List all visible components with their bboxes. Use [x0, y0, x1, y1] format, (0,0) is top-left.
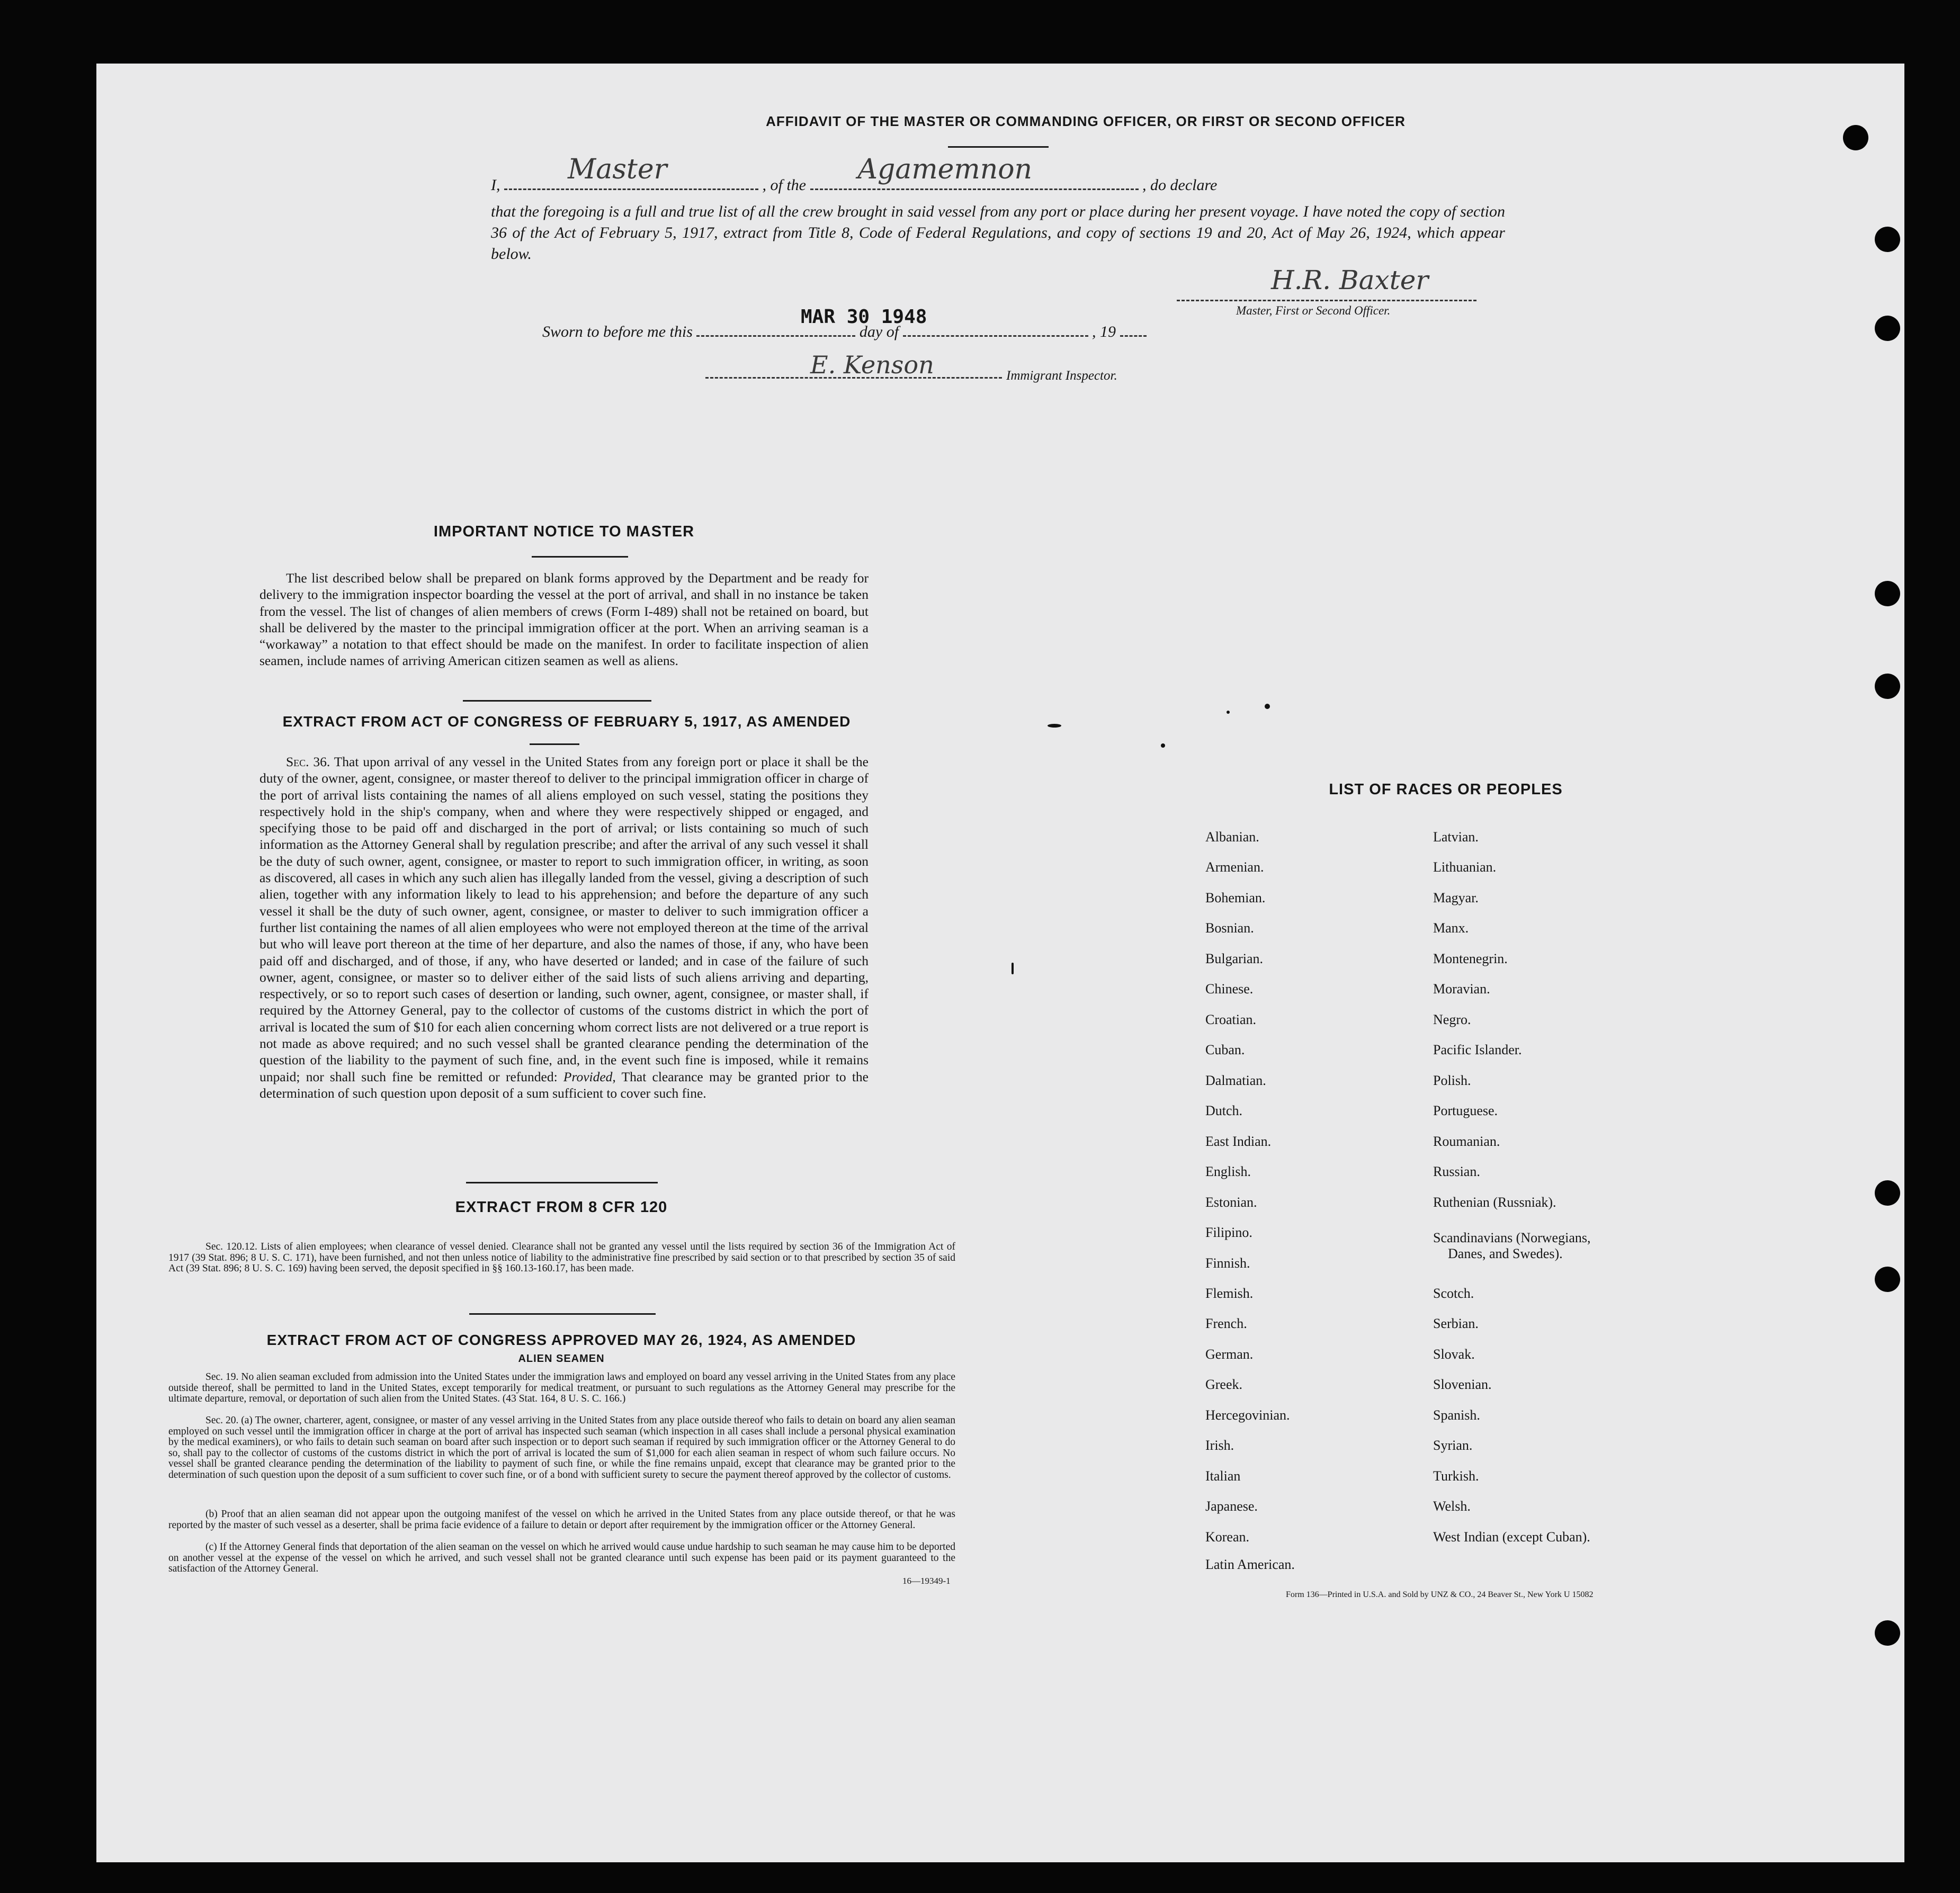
race-right-item: Syrian.: [1433, 1438, 1473, 1453]
race-left-item: Bosnian.: [1205, 920, 1254, 936]
race-right-item: Ruthenian (Russniak).: [1433, 1195, 1556, 1210]
race-left-item: Irish.: [1205, 1438, 1234, 1453]
section-19-body: Sec. 19. No alien seaman excluded from admission into the United States under the immigration laws and employed on board any vessel arriving in the United States from any place outside thereof, shall be permitted to land in the United States, except temporarily for medical treatment, or pursuant to such regulations as the Attorney General may prescribe for the ultimate departure, removal, or deportation of such alien from the United States. (43 Stat. 164, 8 U. S. C. 166.): [168, 1371, 955, 1404]
affidavit-title: AFFIDAVIT OF THE MASTER OR COMMANDING OFFICER, OR FIRST OR SECOND OFFICER: [766, 113, 1406, 129]
race-right-item: Moravian.: [1433, 981, 1490, 997]
race-left-item: Chinese.: [1205, 981, 1254, 997]
divider: [466, 1182, 658, 1183]
race-right-item: Manx.: [1433, 920, 1469, 936]
extract-1924-title: EXTRACT FROM ACT OF CONGRESS APPROVED MAY 26, 1924, AS AMENDED: [266, 1332, 856, 1348]
race-left-item: Latin American.: [1205, 1557, 1295, 1572]
day-of-text: day of: [859, 323, 899, 340]
race-right-item: Polish.: [1433, 1073, 1471, 1088]
notice-title: IMPORTANT NOTICE TO MASTER: [433, 523, 695, 540]
ink-speck: [1161, 743, 1165, 748]
punch-hole: [1875, 1267, 1900, 1292]
race-left-item: Korean.: [1205, 1529, 1250, 1545]
extract-1924-subtitle: ALIEN SEAMEN: [518, 1353, 605, 1365]
provided-text: Provided,: [563, 1069, 616, 1084]
race-right-item: West Indian (except Cuban).: [1433, 1529, 1590, 1545]
master-signature: H.R. Baxter: [1271, 265, 1429, 295]
race-left-item: Cuban.: [1205, 1042, 1245, 1057]
race-left-item: Croatian.: [1205, 1012, 1257, 1027]
sworn-day-blank: [696, 335, 855, 337]
race-right-item: Portuguese.: [1433, 1103, 1498, 1118]
race-left-item: Dalmatian.: [1205, 1073, 1266, 1088]
race-left-item: Bulgarian.: [1205, 951, 1264, 966]
vessel-handwriting: Agamemnon: [857, 154, 1033, 185]
cfr-body: Sec. 120.12. Lists of alien employees; when clearance of vessel denied. Clearance shall not be granted any vessel until the lists required by section 36 of the Immigration Act of 1917 (39 Stat. 896; 8 U. S. C. 171), have been furnished, and not then unless notice of liability to the administrative fine prescribed by said section or to that prescribed by section 35 of said Act (39 Stat. 896; 8 U. S. C. 169) having been served, the deposit specified in §§ 160.13-160.17, has been made.: [168, 1241, 955, 1274]
section-36-body: [259, 753, 869, 1101]
divider: [530, 743, 579, 745]
sworn-line: [542, 323, 1147, 341]
sworn-year-blank: [1120, 335, 1147, 337]
race-right-item: Slovenian.: [1433, 1377, 1492, 1392]
races-title: LIST OF RACES OR PEOPLES: [1329, 781, 1563, 798]
race-left-item: Flemish.: [1205, 1286, 1254, 1301]
race-right-item: Turkish.: [1433, 1468, 1479, 1484]
year-text: , 19: [1092, 323, 1116, 340]
race-left-item: French.: [1205, 1316, 1247, 1331]
race-right-item: Latvian.: [1433, 829, 1479, 845]
race-left-item: Armenian.: [1205, 859, 1264, 875]
punch-hole: [1875, 1620, 1900, 1646]
vessel-blank: [810, 154, 1139, 190]
punch-hole: [1875, 674, 1900, 699]
ink-speck: [1012, 963, 1014, 974]
extract-1917-title: EXTRACT FROM ACT OF CONGRESS OF FEBRUARY 5, 1917, AS AMENDED: [282, 713, 851, 730]
race-right-item: Spanish.: [1433, 1407, 1480, 1423]
ink-speck: [1227, 711, 1230, 714]
pronoun-i: I,: [491, 176, 500, 194]
date-stamp: MAR 30 1948: [801, 306, 927, 328]
race-left-item: Finnish.: [1205, 1255, 1250, 1271]
declaration-body: that the foregoing is a full and true list of all the crew brought in said vessel from any port or place during her present voyage. I have noted the copy of section 36 of the Act of February 5, 1917, extract from Title 8, Code of Federal Regulations, and copy of sections 19 and 20, Act of May 26, 1924, which appear below.: [491, 203, 1505, 263]
divider: [469, 1313, 656, 1315]
inspector-label: Immigrant Inspector.: [1006, 369, 1117, 383]
name-blank: [504, 154, 758, 190]
race-right-item: Welsh.: [1433, 1499, 1471, 1514]
race-left-item: Estonian.: [1205, 1195, 1257, 1210]
race-left-item: Greek.: [1205, 1377, 1243, 1392]
divider: [948, 146, 1049, 148]
section-20c-body: (c) If the Attorney General finds that deportation of the alien seaman on the vessel on which he arrived would cause undue hardship to such seaman he may cause him to be deported on another vessel at the expense of the vessel on which he arrived, and such vessel shall not be granted clearance until such expense has been paid or its payment guaranteed to the satisfaction of the Attorney General.: [168, 1541, 955, 1574]
form-code: 16—19349-1: [902, 1576, 951, 1586]
race-left-item: Bohemian.: [1205, 890, 1266, 905]
race-left-item: Italian: [1205, 1468, 1241, 1484]
race-right-item: Pacific Islander.: [1433, 1042, 1522, 1057]
punch-hole: [1875, 227, 1900, 252]
section-36-text: That upon arrival of any vessel in the United States from any foreign port or place it shall be the duty of the owner, agent, consignee, or master thereof to deliver to the principal immigration officer in charge of the port of arrival lists containing the names of all aliens employed on such vessel, stating the positions they respectively hold in the ship's company, when and where they were respectively shipped or engaged, and specifying those to be paid off and discharged in the port of arrival; or lists containing so much of such information as the Attorney General shall by regulation prescribe; and after the arrival of any such vessel it shall be the duty of such owner, agent, consignee, or master to report to such immigration officer, in writing, as soon as discovered, all cases in which any such alien has illegally landed from the vessel, giving a description of such alien, together with any information likely to lead to his apprehension; and before the departure of any such vessel it shall be the duty of such owner, agent, consignee, or master to deliver to such immigration officer a further list containing the names of all alien employees who were not employed thereon at the time of the arrival but who will leave port thereon at the time of her departure, and also the names of those, if any, who have been paid off and discharged, and of those, if any, who have deserted or landed; and in case of the failure of such owner, agent, consignee, or master so to deliver either of the said lists of such aliens arriving and departing, respectively, or so to report such cases of desertion or landing, such owner, agent, consignee, or master shall, if required by the Attorney General, pay to the collector of customs of the customs district in which the port of arrival is located the sum of $10 for each alien concerning whom correct lists are not delivered or a true report is not made as above required; and no such vessel shall be granted clearance pending the determination of the question of the liability to the payment of such fine, and, in the event such fine is imposed, while it remains unpaid; nor shall such fine be remitted or refunded:: [259, 754, 869, 1084]
punch-hole: [1843, 125, 1868, 150]
section-36-label: Sec. 36.: [286, 754, 330, 769]
race-right-item: Russian.: [1433, 1164, 1480, 1179]
form-imprint: Form 136—Printed in U.S.A. and Sold by UNZ & CO., 24 Beaver St., New York U 15082: [1286, 1590, 1594, 1599]
race-right-item: Negro.: [1433, 1012, 1471, 1027]
race-left-item: Filipino.: [1205, 1225, 1252, 1240]
section-20a-body: Sec. 20. (a) The owner, charterer, agent, consignee, or master of any vessel arriving in the United States from any place outside thereof who fails to detain on board any alien seaman employed on such vessel until the immigration officer in charge at the port of arrival has inspected such seaman (which inspection in all cases shall include a personal physical examination by the medical examiners), or who fails to detain such seaman on board after such inspection or to deport such seaman if required by such immigration officer or the Attorney General to do so, shall pay to the collector of customs of the customs district in which the port of arrival is located the sum of $1,000 for each alien seaman in respect of whom such failure occurs. No vessel shall be granted clearance pending the determination of the liability to payment of such fine, or while the fine remains unpaid, except that clearance may be granted prior to the determination of such question upon the deposit of a sum sufficient to cover such fine, or of a bond with sufficient surety to secure the payment thereof approved by the collector of customs.: [168, 1415, 955, 1481]
ink-speck: [1048, 724, 1061, 728]
ink-speck: [1265, 704, 1270, 709]
section-36-text-end: That clearance may be granted prior to the determination of such question upon deposit of a sum sufficient to cover such fine.: [259, 1069, 869, 1101]
race-right-item: Scotch.: [1433, 1286, 1474, 1301]
race-right-item: Roumanian.: [1433, 1134, 1500, 1149]
race-right-item: Danes, and Swedes).: [1448, 1246, 1563, 1261]
race-left-item: Dutch.: [1205, 1103, 1243, 1118]
race-left-item: Hercegovinian.: [1205, 1407, 1290, 1423]
race-right-item: Lithuanian.: [1433, 859, 1497, 875]
master-handwriting: Master: [568, 154, 667, 185]
race-left-item: English.: [1205, 1164, 1251, 1179]
race-right-item: Serbian.: [1433, 1316, 1479, 1331]
divider: [532, 556, 628, 558]
declare-text: , do declare: [1142, 176, 1218, 194]
divider: [463, 700, 651, 702]
punch-hole: [1875, 1180, 1900, 1206]
inspector-signature: E. Kenson: [810, 351, 934, 379]
master-signature-label: Master, First or Second Officer.: [1236, 304, 1391, 317]
race-right-item: Montenegrin.: [1433, 951, 1508, 966]
race-right-item: Slovak.: [1433, 1347, 1475, 1362]
race-left-item: Albanian.: [1205, 829, 1259, 845]
race-right-item: Scandinavians (Norwegians,: [1433, 1230, 1591, 1245]
of-the-text: , of the: [762, 176, 806, 194]
section-20b-body: (b) Proof that an alien seaman did not appear upon the outgoing manifest of the vessel on which he arrived in the United States from any place outside thereof, or that he was reported by the master of such vessel as a deserter, shall be prima facie evidence of a failure to detain or deport after requirement by the immigration officer or the Attorney General.: [168, 1509, 955, 1531]
declaration-line: [491, 154, 1508, 196]
race-left-item: East Indian.: [1205, 1134, 1272, 1149]
race-left-item: German.: [1205, 1347, 1254, 1362]
cfr-title: EXTRACT FROM 8 CFR 120: [455, 1199, 668, 1216]
race-left-item: Japanese.: [1205, 1499, 1258, 1514]
notice-body: The list described below shall be prepared on blank forms approved by the Department and be ready for delivery to the immigration inspector boarding the vessel at the port of arrival, and shall in no instance be taken from the vessel. The list of changes of alien members of crews (Form I-489) shall not be retained on board, but shall be delivered by the master to the principal immigration officer at the port. When an arriving seaman is a “workaway” a notation to that effect should be made on the manifest. In order to facilitate inspection of alien seamen, include names of arriving American citizen seamen as well as aliens.: [259, 570, 869, 669]
sworn-month-blank: [903, 335, 1088, 337]
punch-hole: [1875, 316, 1900, 341]
sworn-text: Sworn to before me this: [542, 323, 693, 340]
race-right-item: Magyar.: [1433, 890, 1479, 905]
punch-hole: [1875, 581, 1900, 606]
